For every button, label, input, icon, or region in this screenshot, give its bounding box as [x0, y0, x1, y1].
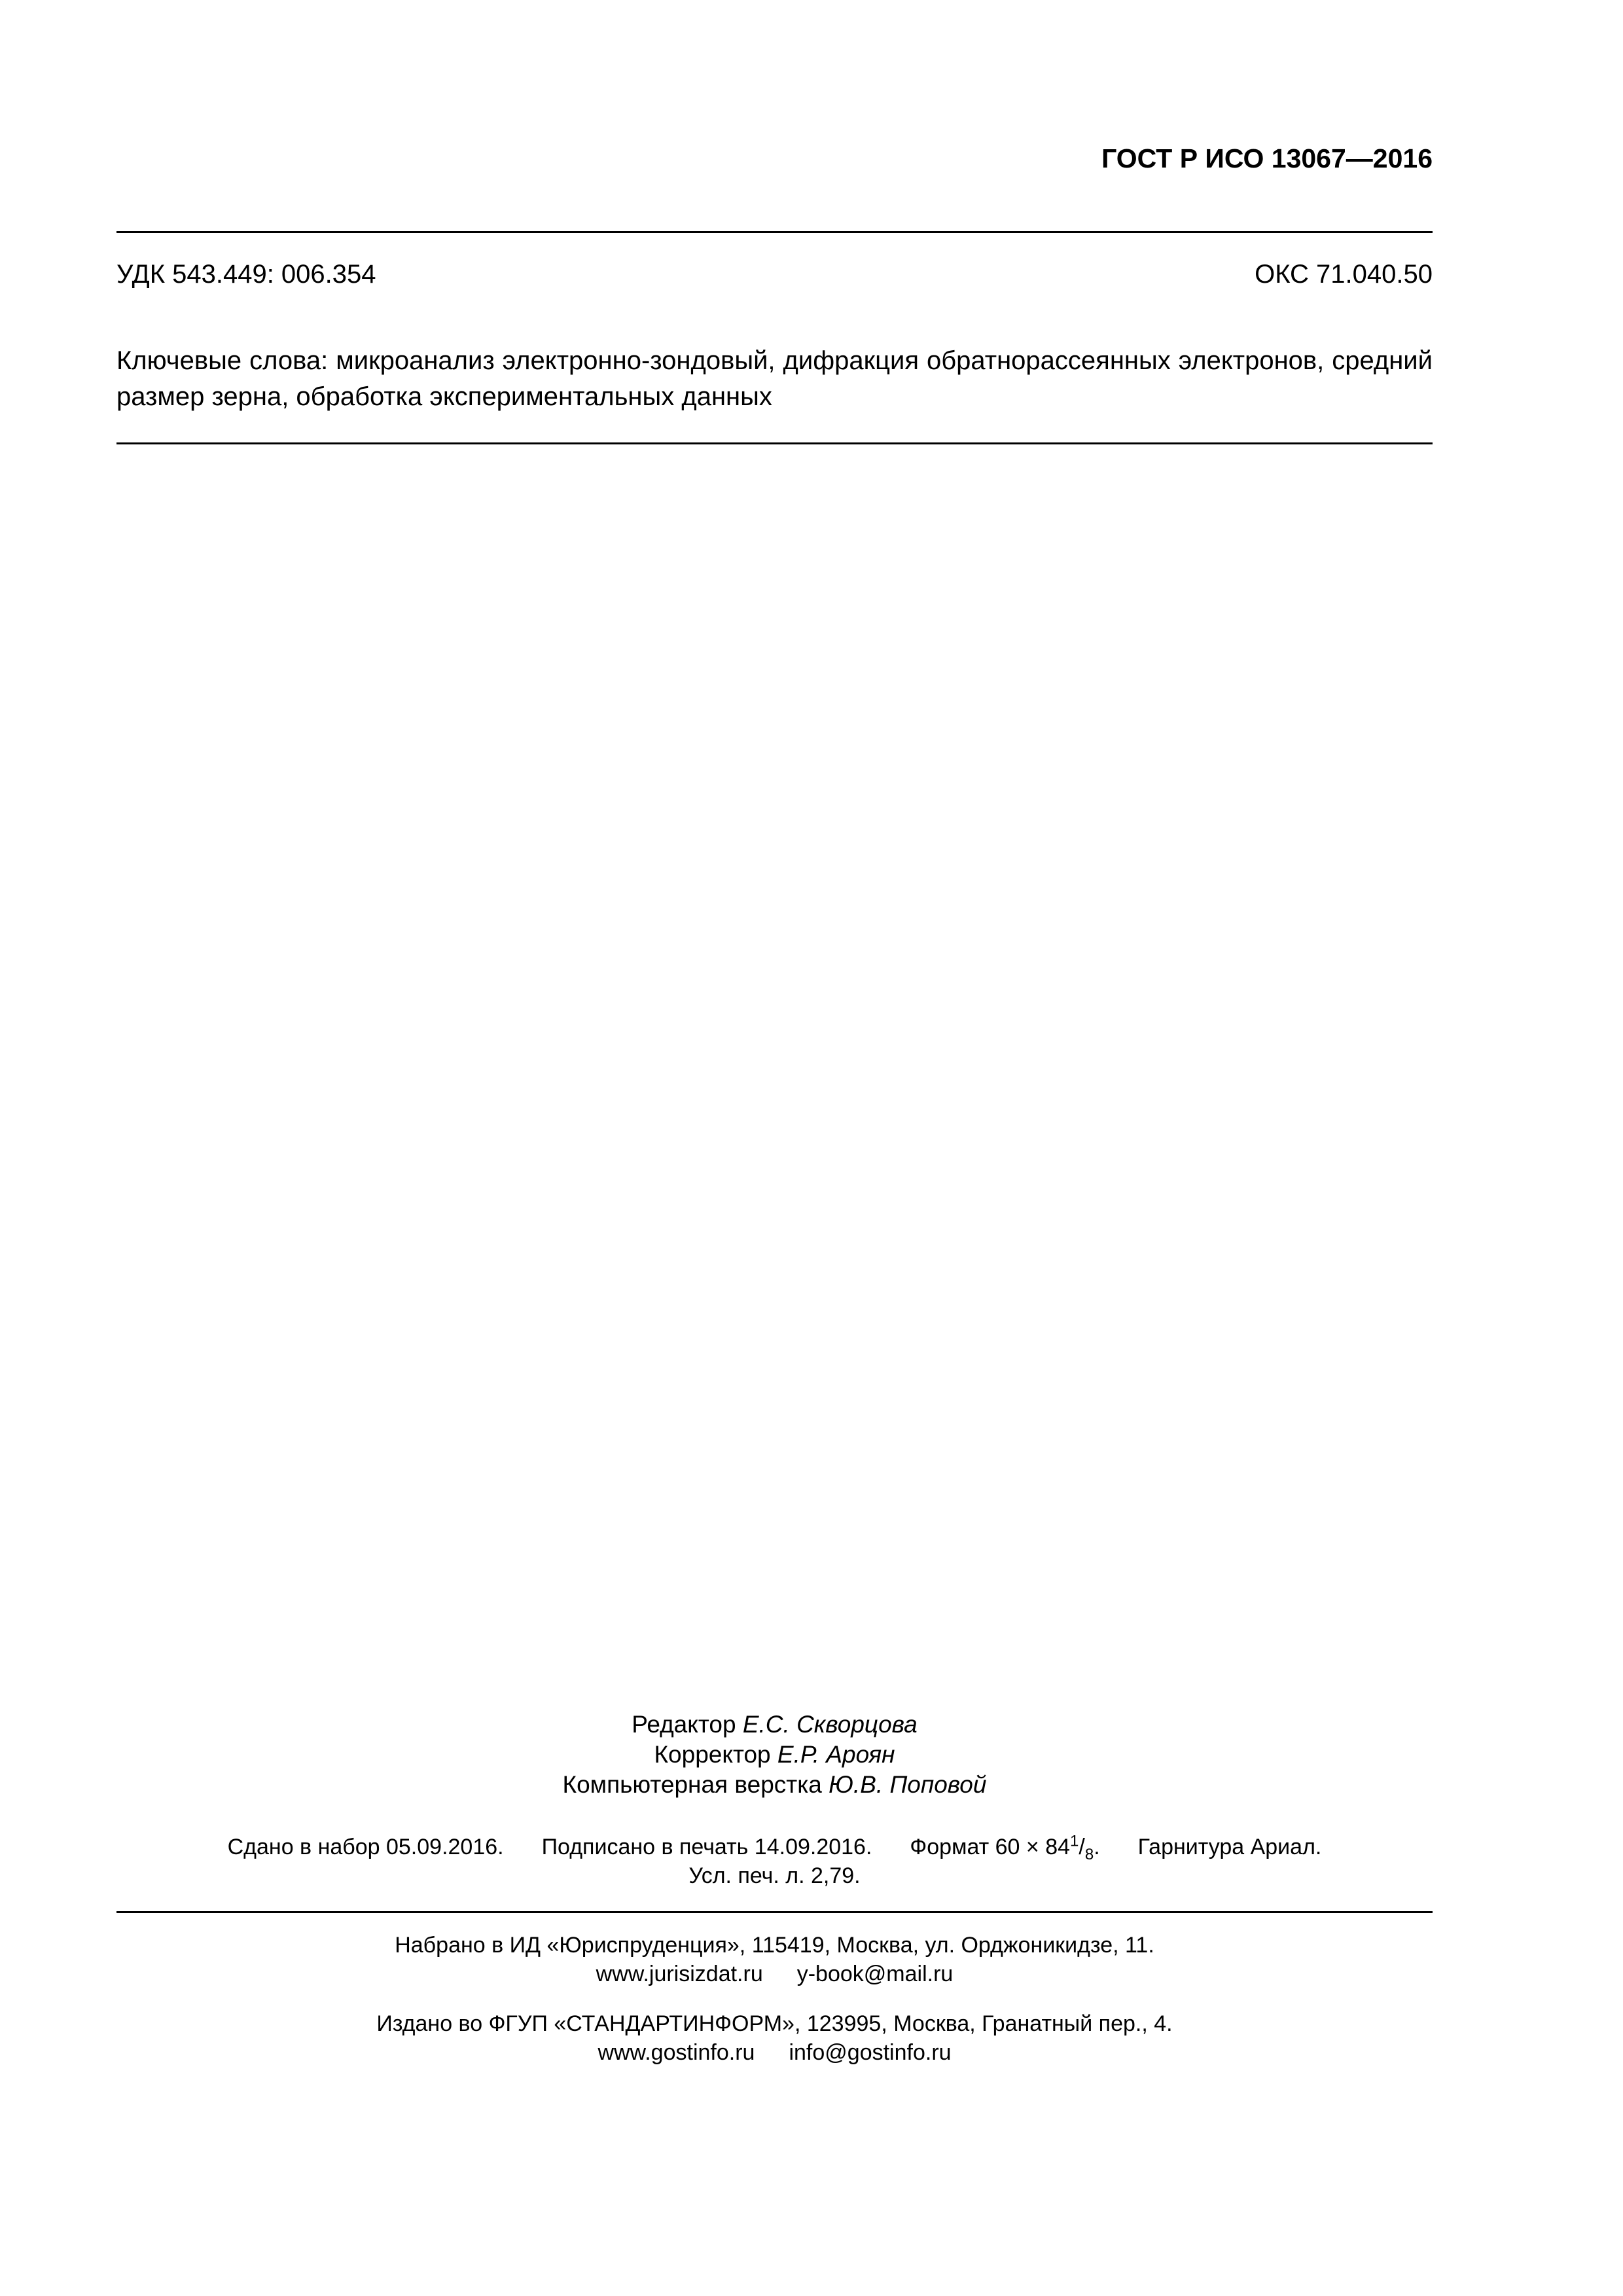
editor-line: [116, 1710, 1433, 1740]
format-prefix: Формат 60 × 84: [910, 1835, 1071, 1859]
udk-code: УДК 543.449: 006.354: [116, 260, 376, 289]
imprint-divider: [116, 1911, 1433, 1913]
editor-name: Е.С. Скворцова: [742, 1711, 918, 1738]
top-divider: [116, 231, 1433, 233]
oks-code: ОКС 71.040.50: [1255, 260, 1433, 289]
published-email: info@gostinfo.ru: [789, 2040, 952, 2065]
format-suffix: .: [1094, 1835, 1100, 1859]
typeface: Гарнитура Ариал.: [1137, 1835, 1322, 1859]
signed-date: Подписано в печать 14.09.2016.: [541, 1835, 872, 1859]
printed-sheets: Усл. печ. л. 2,79.: [688, 1863, 861, 1888]
published-contacts: [116, 2038, 1433, 2067]
typeset-address: Набрано в ИД «Юриспруденция», 115419, Москва, ул. Орджоникидзе, 11.: [395, 1933, 1154, 1958]
typeset-block: [116, 1931, 1433, 1988]
print-details-row: [116, 1833, 1433, 1861]
published-block: [116, 2009, 1433, 2067]
layout-line: [116, 1770, 1433, 1800]
typeset-contacts: [116, 1960, 1433, 1988]
editor-label: Редактор: [632, 1711, 736, 1738]
print-info: [116, 1833, 1433, 1890]
corrector-line: [116, 1740, 1433, 1770]
layout-name: Ю.В. Поповой: [829, 1771, 987, 1798]
keywords-paragraph: Ключевые слова: микроанализ электронно-зондовый, дифракция обратнорассеянных электронов, средний размер зерна, обработка экспериментальных данных: [116, 346, 1433, 411]
corrector-name: Е.Р. Ароян: [777, 1741, 895, 1768]
typeset-website: www.jurisizdat.ru: [596, 1962, 763, 1986]
corrector-label: Корректор: [654, 1741, 771, 1768]
document-code: ГОСТ Р ИСО 13067—2016: [1101, 143, 1433, 173]
published-address: Издано во ФГУП «СТАНДАРТИНФОРМ», 123995, Москва, Гранатный пер., 4.: [376, 2011, 1173, 2036]
format-numerator: 1: [1070, 1832, 1079, 1850]
layout-label: Компьютерная верстка: [562, 1771, 822, 1798]
typeset-email: y-book@mail.ru: [796, 1962, 954, 1986]
published-website: www.gostinfo.ru: [597, 2040, 755, 2065]
keywords-divider: [116, 442, 1433, 444]
submitted-date: Сдано в набор 05.09.2016.: [227, 1835, 504, 1859]
paper-format: Формат $60 \times 84^1/_8$.: [910, 1832, 1100, 1863]
format-denominator: 8: [1084, 1845, 1094, 1863]
